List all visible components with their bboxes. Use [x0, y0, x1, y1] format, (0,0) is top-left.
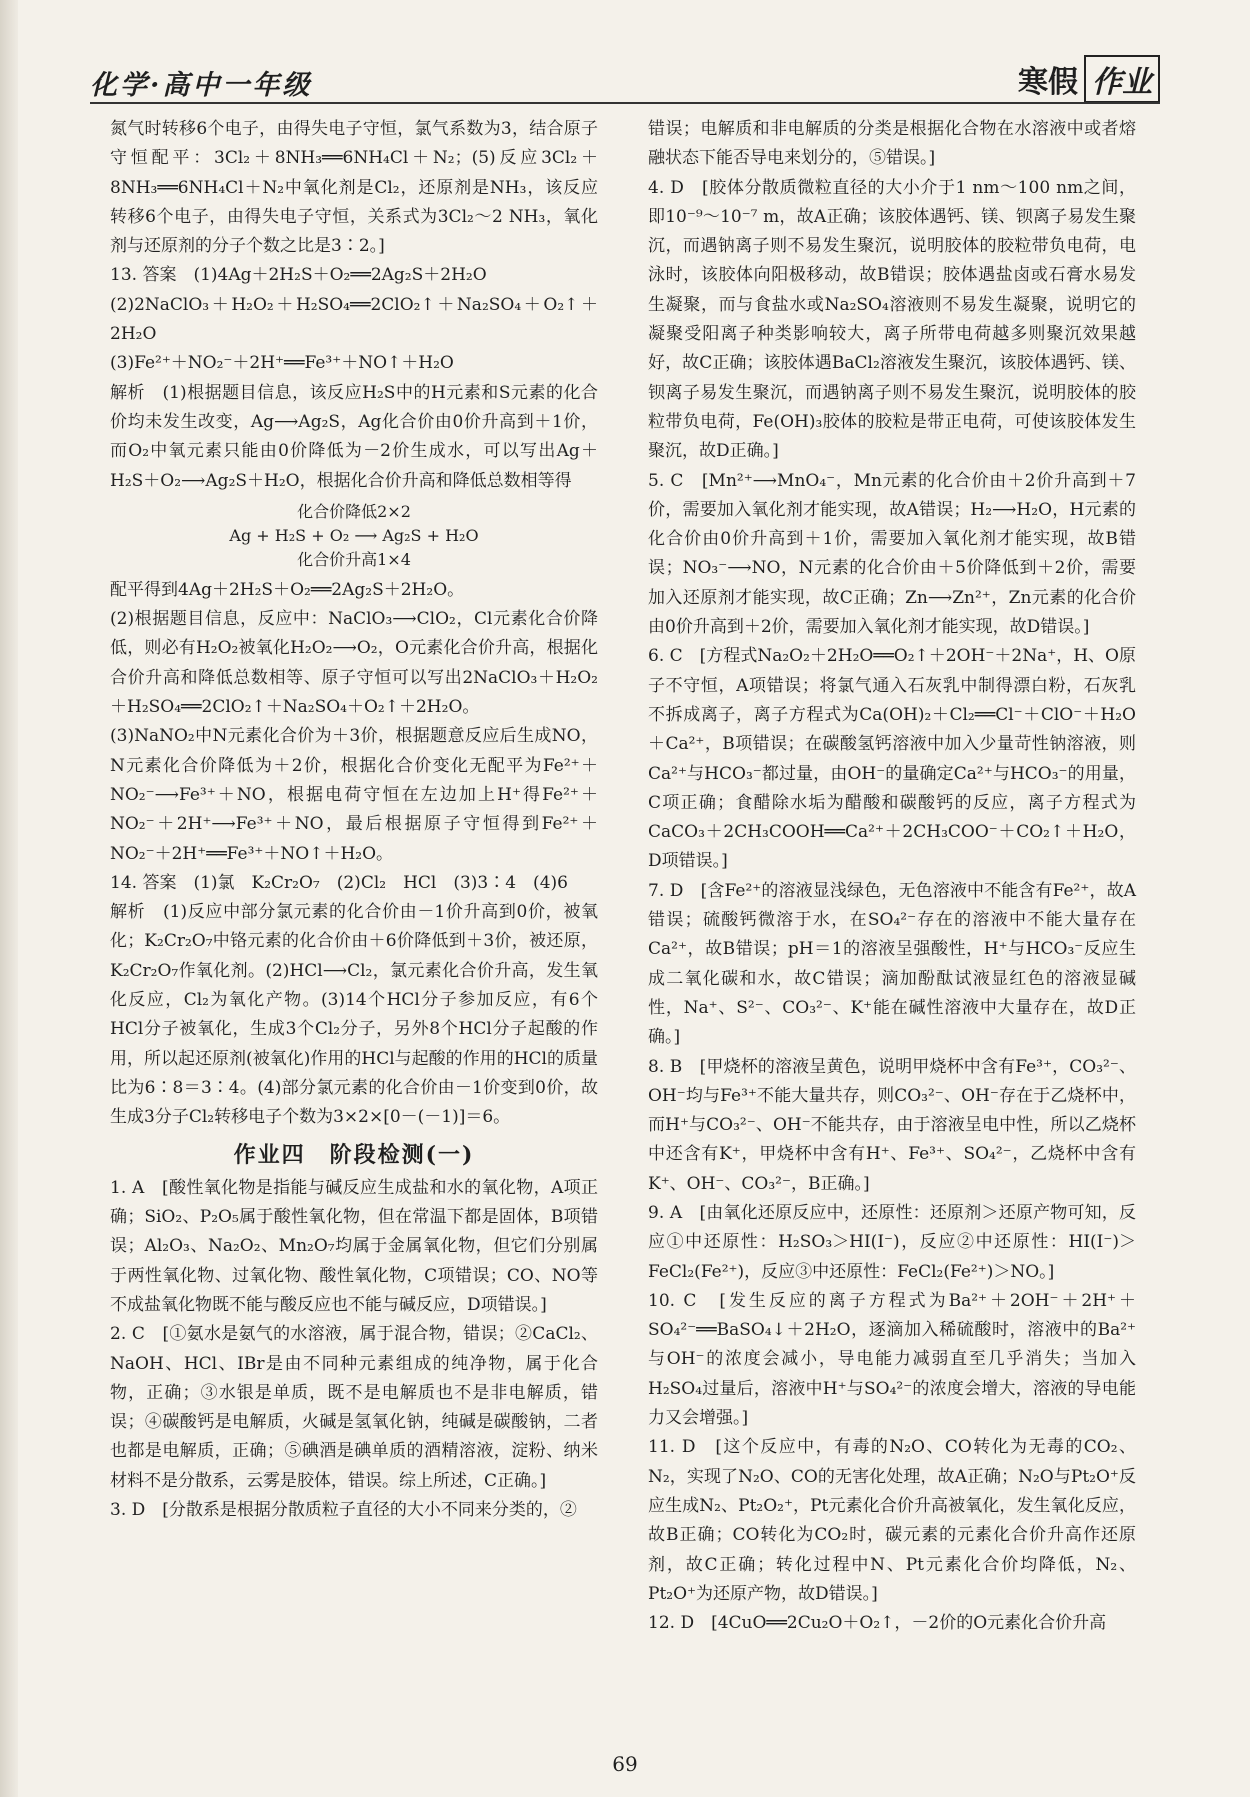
paragraph: 解析 (1)根据题目信息，该反应H₂S中的H元素和S元素的化合价均未发生改变，Ag⟶Ag₂S，Ag化合价由0价升高到＋1价，而O₂中氧元素只能由0价降低为－2价生成水，可以写出Ag＋H₂S＋O₂⟶Ag₂S＋H₂O，根据化合价升高和降低总数相等得 — [110, 382, 598, 491]
paragraph: (3)Fe²⁺＋NO₂⁻＋2H⁺══Fe³⁺＋NO↑＋H₂O — [110, 353, 454, 374]
brand-logo — [1018, 55, 1160, 103]
paragraph: 氮气时转移6个电子，由得失电子守恒，氯气系数为3，结合原子守恒配平：3Cl₂＋8NH₃══6NH₄Cl＋N₂；(5)反应3Cl₂＋8NH₃══6NH₄Cl＋N₂中氧化剂是Cl₂，还原剂是NH₃，该反应转移6个电子，由得失电子守恒，关系式为3Cl₂～2 NH₃，氧化剂与还原剂的分子个数之比是3∶2。] — [110, 119, 599, 257]
paragraph: 5. C [Mn²⁺⟶MnO₄⁻，Mn元素的化合价由＋2价升高到＋7价，需要加入氧化剂才能实现，故A错误；H₂⟶H₂O，H元素的化合价由0价升高到＋1价，需要加入氧化剂才能实现，故B错误；NO₃⁻⟶NO，N元素的化合价由＋5价降低到＋2价，需要加入还原剂才能实现，故C正确；Zn⟶Zn²⁺，Zn元素的化合价由0价升高到＋2价，需要加入氧化剂才能实现，故D错误。] — [648, 470, 1136, 638]
page-number: 69 — [612, 1752, 638, 1776]
paragraph: 8. B [甲烧杯的溶液呈黄色，说明甲烧杯中含有Fe³⁺，CO₃²⁻、OH⁻均与Fe³⁺不能大量共存，则CO₃²⁻、OH⁻存在于乙烧杯中，而H⁺与CO₃²⁻、OH⁻不能共存，由于溶液呈电中性，所以乙烧杯中还含有K⁺，甲烧杯中含有H⁺、Fe³⁺、SO₄²⁻，乙烧杯中含有K⁺、OH⁻、CO₃²⁻，B正确。] — [648, 1056, 1136, 1194]
valence-diagram — [110, 500, 598, 572]
header-rule — [90, 102, 1160, 104]
diagram-bottom-label: 化合价升高1×4 — [297, 549, 411, 569]
brand-text: 寒假 — [1018, 65, 1078, 100]
paragraph: 错误；电解质和非电解质的分类是根据化合物在水溶液中或者熔融状态下能否导电来划分的，⑤错误。] — [648, 119, 1136, 169]
paragraph: 解析 (1)反应中部分氯元素的化合价由－1价升高到0价，被氧化；K₂Cr₂O₇中铬元素的化合价由＋6价降低到＋3价，被还原，K₂Cr₂O₇作氧化剂。(2)HCl⟶Cl₂，氯元素化合价升高，发生氧化反应，Cl₂为氧化产物。(3)14个HCl分子参加反应，有6个HCl分子被氧化，生成3个Cl₂分子，另外8个HCl分子起酸的作用，所以起还原剂(被氧化)作用的HCl与起酸的作用的HCl的质量比为6∶8＝3∶4。(4)部分氯元素的化合价由－1价变到0价，故生成3分子Cl₂转移电子个数为3×2×[0－(－1)]＝6。 — [110, 902, 598, 1128]
paragraph: 9. A [由氧化还原反应中，还原性：还原剂＞还原产物可知，反应①中还原性：H₂SO₃＞HI(I⁻)，反应②中还原性：HI(I⁻)＞FeCl₂(Fe²⁺)，反应③中还原性：FeCl₂(Fe²⁺)＞NO。] — [648, 1202, 1136, 1282]
right-column — [648, 115, 1136, 1638]
left-column — [110, 115, 598, 1525]
paragraph: 11. D [这个反应中，有毒的N₂O、CO转化为无毒的CO₂、N₂，实现了N₂O、CO的无害化处理，故A正确；N₂O与Pt₂O⁺反应生成N₂、Pt₂O₂⁺，Pt元素化合价升高被氧化，发生氧化反应，故B正确；CO转化为CO₂时，碳元素的元素化合价升高作还原剂，故C正确；转化过程中N、Pt元素化合价均降低，N₂、Pt₂O⁺为还原产物，故D错误。] — [648, 1437, 1136, 1604]
paragraph: 4. D [胶体分散质微粒直径的大小介于1 nm～100 nm之间，即10⁻⁹～10⁻⁷ m，故A正确；该胶体遇钙、镁、钡离子易发生聚沉，而遇钠离子则不易发生聚沉，说明胶体的胶粒带负电荷，电泳时，该胶体向阳极移动，故B错误；胶体遇盐卤或石膏水易发生凝聚，而与食盐水或Na₂SO₄溶液则不易发生凝聚，说明它的凝聚受阳离子种类影响较大，离子所带电荷越多则聚沉效果越好，故C正确；该胶体遇BaCl₂溶液发生聚沉，该胶体遇钙、镁、钡离子易发生聚沉，而遇钠离子则不易发生聚沉，说明胶体的胶粒带负电荷，Fe(OH)₃胶体的胶粒是带正电荷，可使该胶体发生聚沉，故D正确。] — [648, 177, 1136, 462]
paragraph: 6. C [方程式Na₂O₂＋2H₂O══O₂↑＋2OH⁻＋2Na⁺，H、O原子不守恒，A项错误；将氯气通入石灰乳中制得漂白粉，石灰乳不拆成离子，离子方程式为Ca(OH)₂＋Cl₂══Cl⁻＋ClO⁻＋H₂O＋Ca²⁺，B项错误；在碳酸氢钙溶液中加入少量苛性钠溶液，则Ca²⁺与HCO₃⁻都过量，由OH⁻的量确定Ca²⁺与HCO₃⁻的用量，C项正确；食醋除水垢为醋酸和碳酸钙的反应，离子方程式为CaCO₃＋2CH₃COOH══Ca²⁺＋2CH₃COO⁻＋CO₂↑＋H₂O，D项错误。] — [648, 646, 1136, 872]
paragraph: 1. A [酸性氧化物是指能与碱反应生成盐和水的氧化物，A项正确；SiO₂、P₂O₅属于酸性氧化物，但在常温下都是固体，B项错误；Al₂O₃、Na₂O₂、Mn₂O₇均属于金属氧化物，但它们分别属于两性氧化物、过氧化物、酸性氧化物，C项错误；CO、NO等不成盐氧化物既不能与酸反应也不能与碱反应，D项错误。] — [110, 1177, 598, 1315]
paragraph: (3)NaNO₂中N元素化合价为＋3价，根据题意反应后生成NO，N元素化合价降低为＋2价，根据化合价变化无配平为Fe²⁺＋NO₂⁻⟶Fe³⁺＋NO，根据电荷守恒在左边加上H⁺得Fe²⁺＋NO₂⁻＋2H⁺⟶Fe³⁺＋NO，最后根据原子守恒得到Fe²⁺＋NO₂⁻＋2H⁺══Fe³⁺＋NO↑＋H₂O。 — [110, 726, 598, 864]
paragraph: (2)根据题目信息，反应中：NaClO₃⟶ClO₂，Cl元素化合价降低，则必有H₂O₂被氧化H₂O₂⟶O₂，O元素化合价升高，根据化合价升高和降低总数相等、原子守恒可以写出2NaClO₃＋H₂O₂＋H₂SO₄══2ClO₂↑＋Na₂SO₄＋O₂↑＋2H₂O。 — [110, 609, 598, 718]
paragraph: 12. D [4CuO══2Cu₂O＋O₂↑，－2价的O元素化合价升高 — [648, 1613, 1107, 1634]
paragraph: 2. C [①氨水是氨气的水溶液，属于混合物，错误；②CaCl₂、NaOH、HCl、IBr是由不同种元素组成的纯净物，属于化合物，正确；③水银是单质，既不是电解质也不是非电解质，错误；④碳酸钙是电解质，火碱是氢氧化钠，纯碱是碳酸钠，二者也都是电解质，正确；⑤碘酒是碘单质的酒精溶液，淀粉、纳米材料不是分散系，云雾是胶体，错误。综上所述，C正确。] — [110, 1324, 598, 1491]
page-header — [90, 55, 1160, 107]
paragraph: 7. D [含Fe²⁺的溶液显浅绿色，无色溶液中不能含有Fe²⁺，故A错误；硫酸钙微溶于水，在SO₄²⁻存在的溶液中不能大量存在Ca²⁺，故B错误；pH＝1的溶液呈强酸性，H⁺与HCO₃⁻反应生成二氧化碳和水，故C错误；滴加酚酞试液显红色的溶液显碱性，Na⁺、S²⁻、CO₃²⁻、K⁺能在碱性溶液中大量存在，故D正确。] — [648, 880, 1136, 1048]
diagram-equation: Ag + H₂S + O₂ ⟶ Ag₂S + H₂O — [229, 525, 479, 545]
paragraph: 10. C [发生反应的离子方程式为Ba²⁺＋2OH⁻＋2H⁺＋SO₄²⁻══BaSO₄↓＋2H₂O，逐滴加入稀硫酸时，溶液中的Ba²⁺与OH⁻的浓度会减小，导电能力减弱直至几乎消失；当加入H₂SO₄过量后，溶液中H⁺与SO₄²⁻的浓度会增大，溶液的导电能力又会增强。] — [648, 1290, 1136, 1429]
paragraph: 3. D [分散系是根据分散质粒子直径的大小不同来分类的，② — [110, 1500, 577, 1521]
paragraph: 14. 答案 (1)氯 K₂Cr₂O₇ (2)Cl₂ HCl (3)3∶4 (4)6 — [110, 872, 568, 893]
paragraph: (2)2NaClO₃＋H₂O₂＋H₂SO₄══2ClO₂↑＋Na₂SO₄＋O₂↑＋2H₂O — [110, 294, 598, 345]
paragraph: 13. 答案 (1)4Ag＋2H₂S＋O₂══2Ag₂S＋2H₂O — [110, 265, 487, 286]
brand-box-text: 作业 — [1084, 55, 1160, 103]
page-spine — [0, 0, 18, 1797]
diagram-top-label: 化合价降低2×2 — [297, 501, 411, 521]
paragraph: 配平得到4Ag＋2H₂S＋O₂══2Ag₂S＋2H₂O。 — [110, 579, 465, 600]
section-title: 作业四 阶段检测(一) — [233, 1141, 475, 1168]
subject-label: 化学·高中一年级 — [90, 70, 313, 101]
